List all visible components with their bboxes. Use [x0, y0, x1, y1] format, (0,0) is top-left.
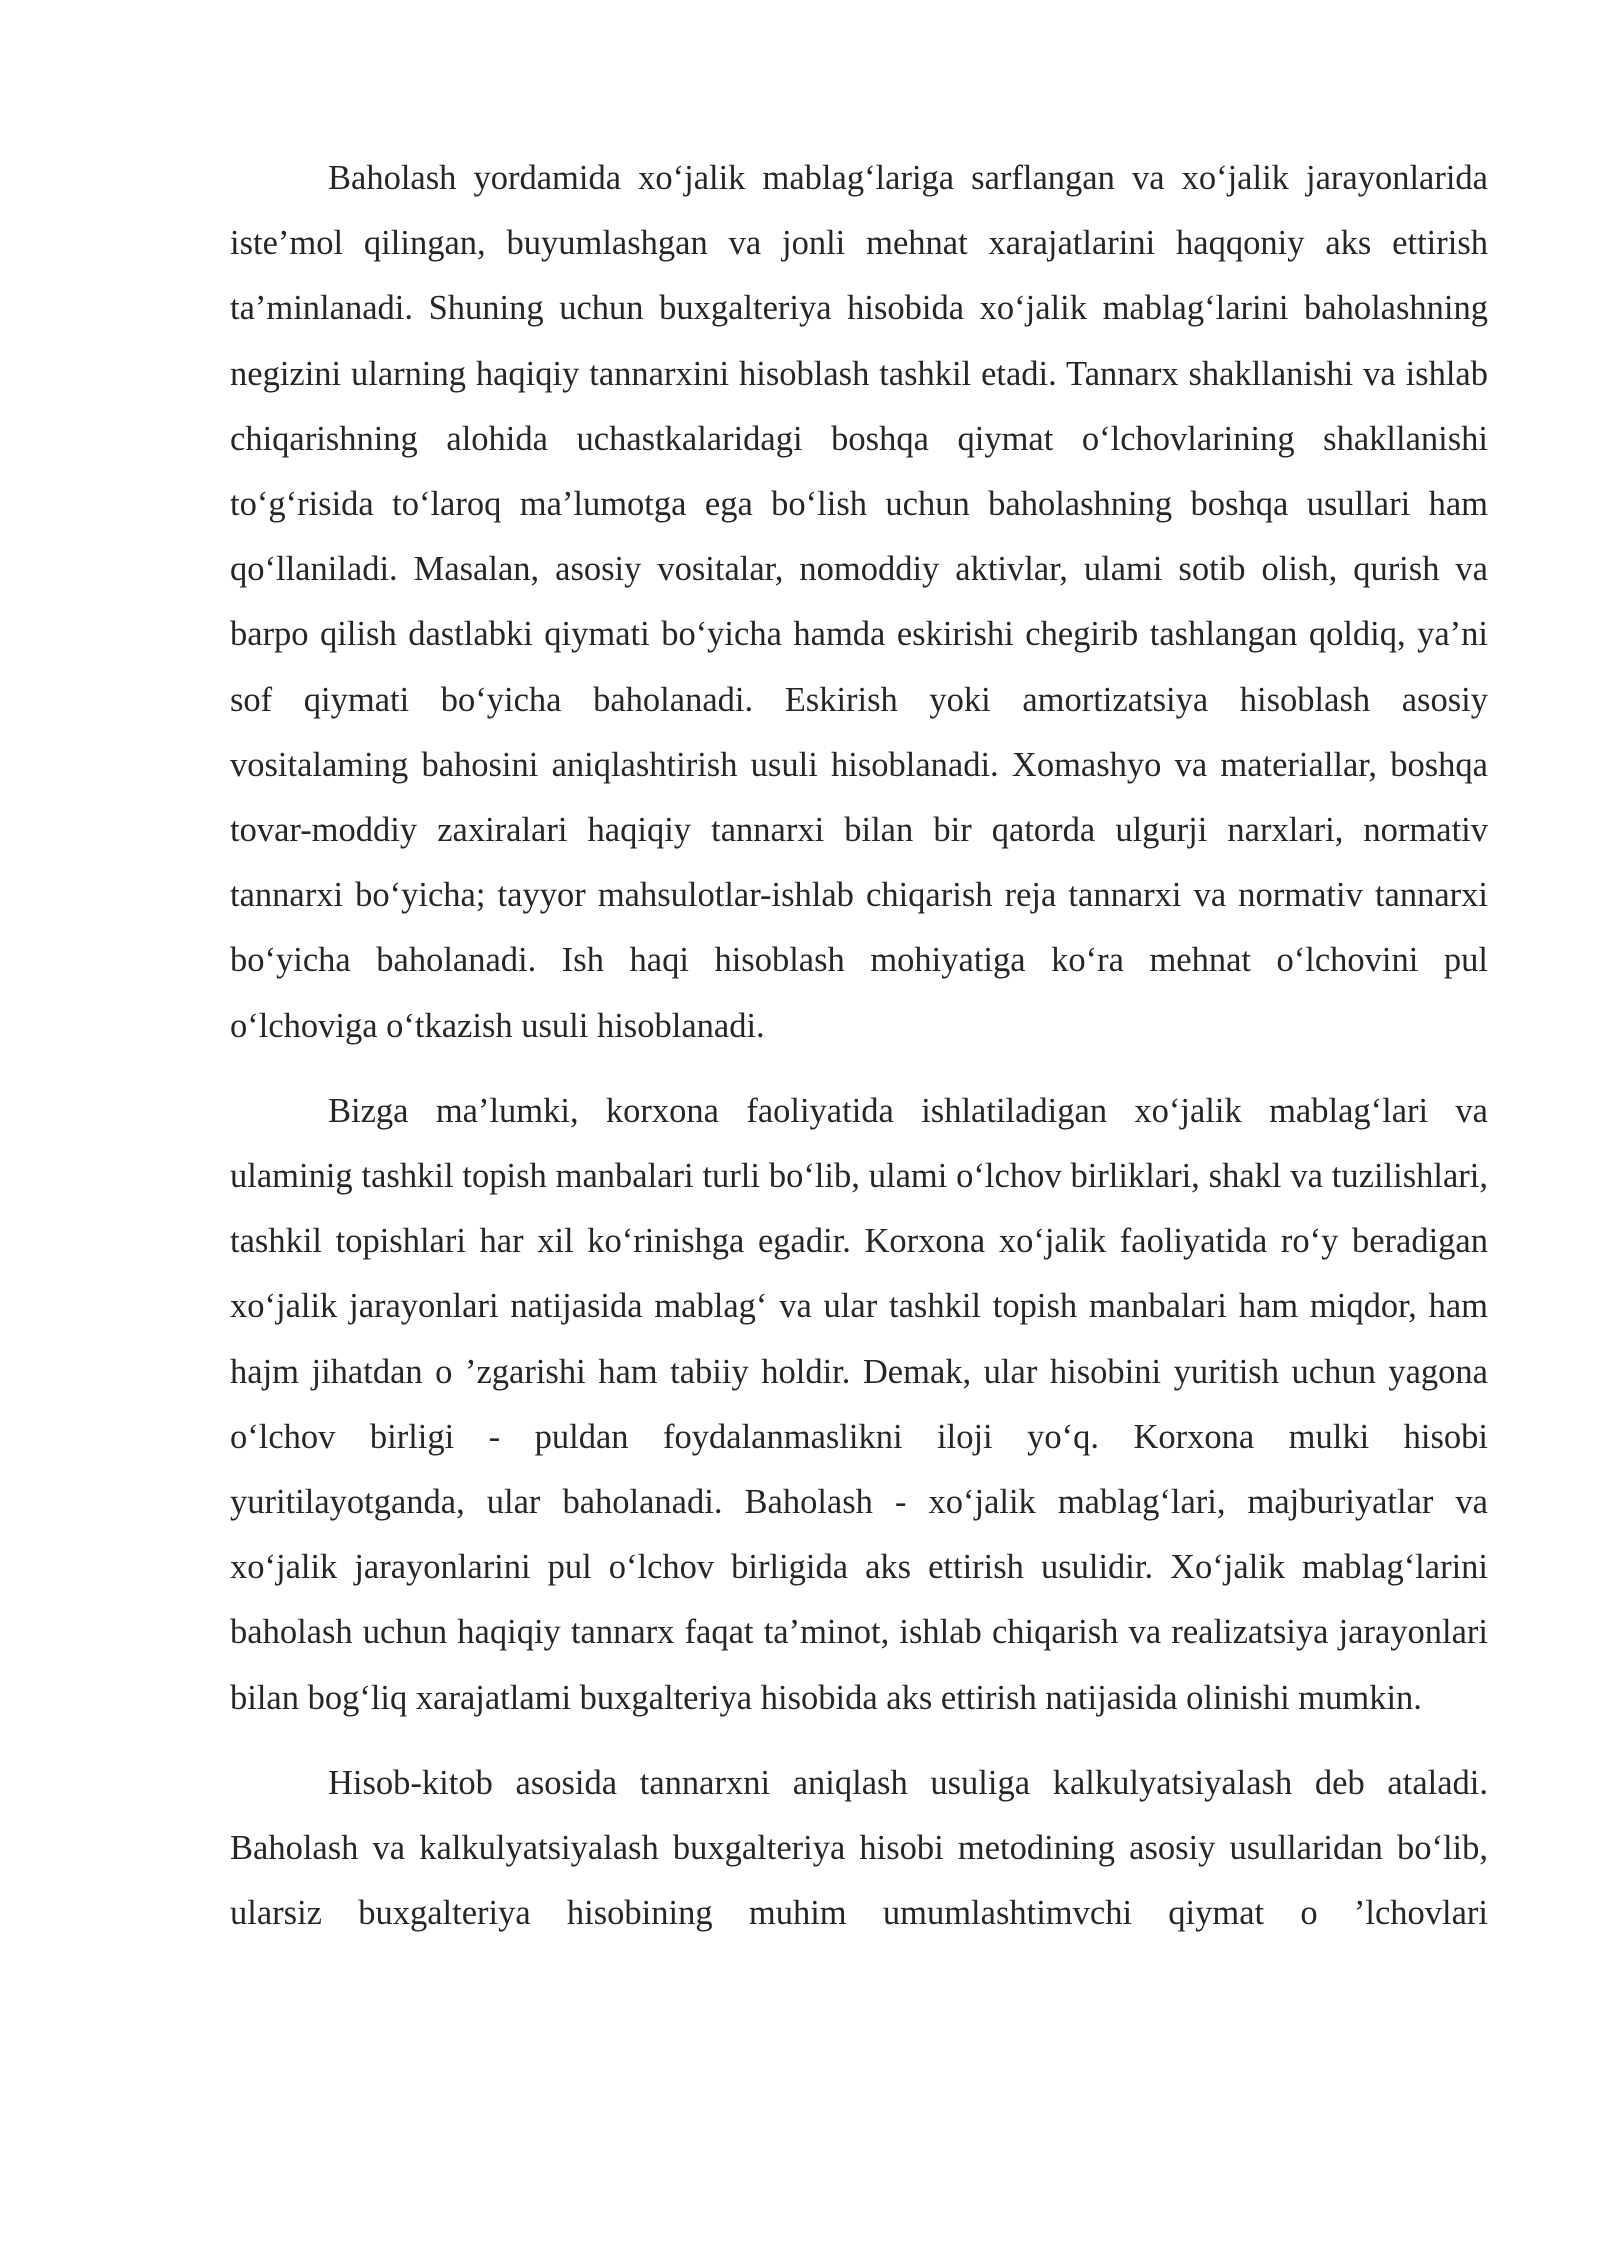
paragraph-bizga-malumki: Bizga ma’lumki, korxona faoliyatida ishlatiladigan xo‘jalik mablag‘lari va ulaminig tashkil topish manbalari turli bo‘lib, ulami o‘lchov birliklari, shakl va tuzilishlari, tashkil topishlari har xil ko‘rinishga egadir. Korxona xo‘jalik faoliyatida ro‘y beradigan xo‘jalik jarayonlari natijasida mablag‘ va ular tashkil topish manbalari ham miqdor, ham hajm jihatdan o ’zgarishi ham tabiiy holdir. Demak, ular hisobini yuritish uchun yagona o‘lchov birligi - puldan foydalanmaslikni iloji yo‘q. Korxona mulki hisobi yuritilayotganda, ular baholanadi. Baholash - xo‘jalik mablag‘lari, majburiyatlar va xo‘jalik jarayonlarini pul o‘lchov birligida aks ettirish usulidir. Xo‘jalik mablag‘larini baholash uchun haqiqiy tannarx faqat ta’minot, ishlab chiqarish va realizatsiya jarayonlari bilan bog‘liq xarajatlami buxgalteriya hisobida aks ettirish natijasida olinishi mumkin. — [230, 1091, 1488, 1717]
paragraph-baholash-yordamida: Baholash yordamida xo‘jalik mablag‘lariga sarflangan va xo‘jalik jarayonlarida iste’mol qilingan, buyumlashgan va jonli mehnat xarajatlarini haqqoniy aks ettirish ta’minlanadi. Shuning uchun buxgalteriya hisobida xo‘jalik mablag‘larini baholashning negizini ularning haqiqiy tannarxini hisoblash tashkil etadi. Tannarx shakllanishi va ishlab chiqarishning alohida uchastkalaridagi boshqa qiymat o‘lchovlarining shakllanishi to‘g‘risida to‘laroq ma’lumotga ega bo‘lish uchun baholashning boshqa usullari ham qo‘llaniladi. Masalan, asosiy vositalar, nomoddiy aktivlar, ulami sotib olish, qurish va barpo qilish dastlabki qiymati bo‘yicha hamda eskirishi chegirib tashlangan qoldiq, ya’ni sof qiymati bo‘yicha baholanadi. Eskirish yoki amortizatsiya hisoblash asosiy vositalaming bahosini aniqlashtirish usuli hisoblanadi. Xomashyo va materiallar, boshqa tovar-moddiy zaxiralari haqiqiy tannarxi bilan bir qatorda ulgurji narxlari, normativ tannarxi bo‘yicha; tayyor mahsulotlar-ishlab chiqarish reja tannarxi va normativ tannarxi bo‘yicha baholanadi. Ish haqi hisoblash mohiyatiga ko‘ra mehnat o‘lchovini pul o‘lchoviga o‘tkazish usuli hisoblanadi. — [230, 159, 1488, 1045]
paragraph-hisob-kitob: Hisob-kitob asosida tannarxni aniqlash usuliga kalkulyatsiyalash deb ataladi. Baholash va kalkulyatsiyalash buxgalteriya hisobi metodining asosiy usullaridan bo‘lib, ularsiz buxgalteriya hisobining muhim umumlashtimvchi qiymat o ’lchovlari — [230, 1763, 1488, 1933]
document-body — [230, 146, 1488, 1946]
